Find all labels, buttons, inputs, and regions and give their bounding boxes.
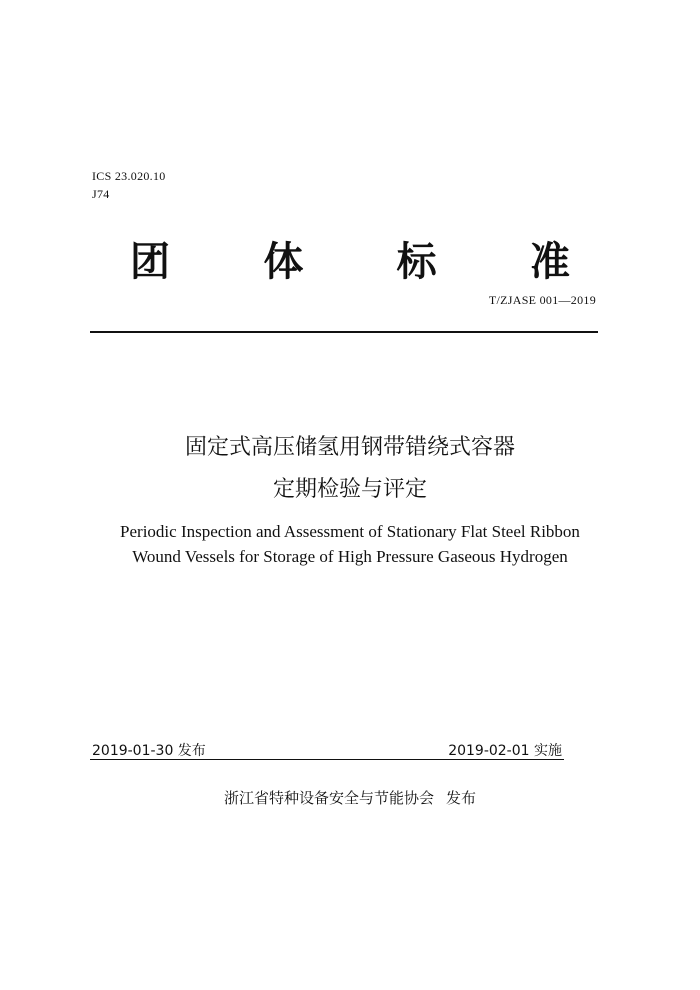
header-divider (90, 331, 598, 333)
standard-type-heading (130, 236, 570, 288)
effective-date: 2019-02-01 实施 (448, 743, 562, 759)
standard-type-char: 团 (130, 239, 170, 285)
publisher-line (0, 787, 700, 809)
ics-code: ICS 23.020.10 (92, 169, 166, 183)
classification-codes (92, 167, 166, 203)
footer-divider (90, 759, 564, 760)
chinese-title-line-2: 定期检验与评定 (272, 477, 427, 502)
standard-number: T/ZJASE 001—2019 (488, 293, 596, 307)
publisher-organization: 浙江省特种设备安全与节能协会 (223, 789, 434, 807)
english-title-line-1: Periodic Inspection and Assessment of Stationary Flat Steel Ribbon (120, 522, 580, 541)
publish-date: 2019-01-30 发布 (92, 743, 206, 759)
english-title-line-2: Wound Vessels for Storage of High Pressure Gaseous Hydrogen (132, 547, 568, 566)
standard-type-char: 准 (529, 239, 570, 285)
chinese-title-line-1: 固定式高压储氢用钢带错绕式容器 (184, 435, 515, 460)
publisher-action: 发布 (446, 789, 477, 807)
ccs-code: J74 (92, 187, 110, 201)
standard-type-char: 体 (263, 239, 304, 285)
standard-type-char: 标 (396, 239, 437, 285)
